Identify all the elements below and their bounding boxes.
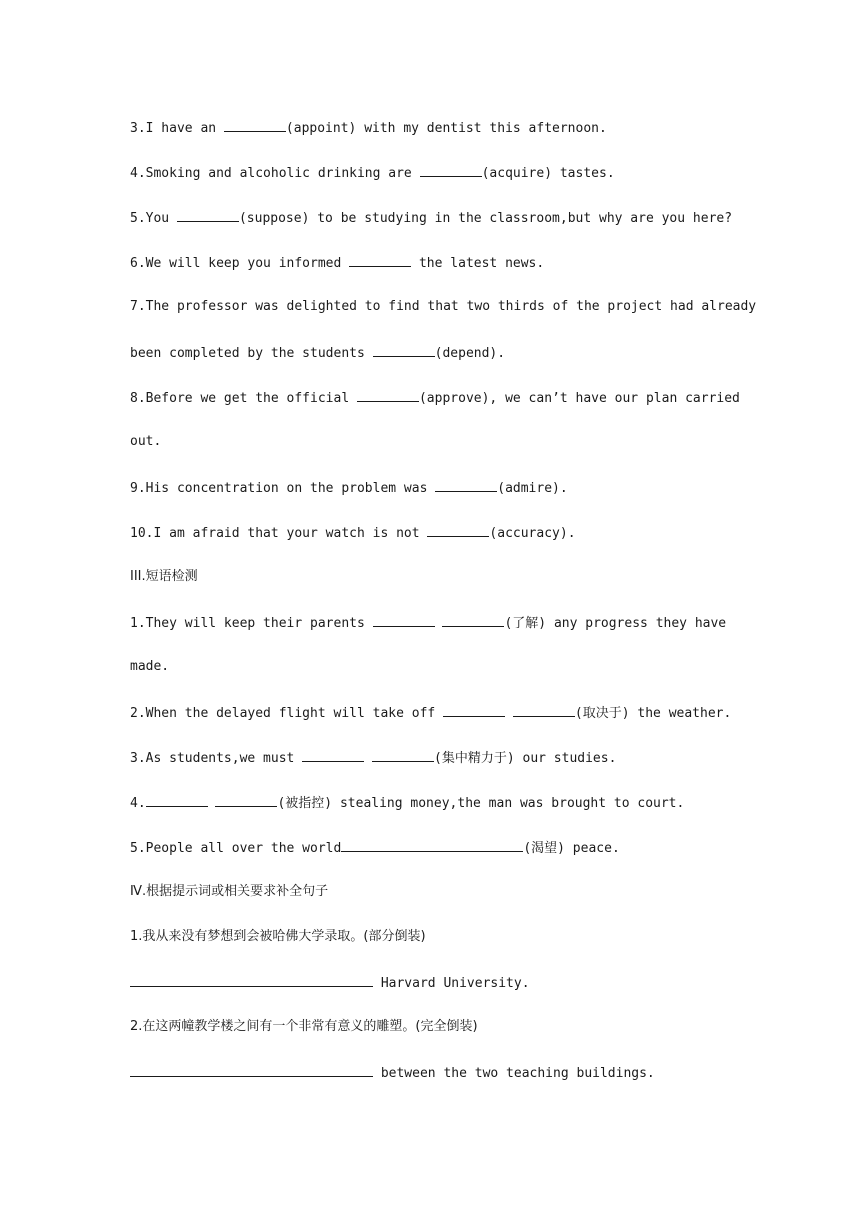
question-10-text-b: (accuracy). bbox=[489, 526, 576, 541]
answer-blank[interactable] bbox=[302, 748, 364, 762]
section-4-heading: Ⅳ.根据提示词或相关要求补全句子 bbox=[130, 884, 329, 899]
spacer bbox=[364, 751, 372, 766]
question-5 bbox=[130, 208, 732, 228]
question-3-text-a: 3.I have an bbox=[130, 121, 224, 136]
spacer bbox=[505, 706, 513, 721]
answer-blank[interactable] bbox=[442, 613, 504, 627]
answer-blank[interactable] bbox=[435, 478, 497, 492]
phrase-question-2-text-c: (取决于) the weather. bbox=[574, 706, 732, 721]
phrase-question-1-text-a: 1.They will keep their parents bbox=[130, 616, 373, 631]
sentence-question-2-prompt: 2.在这两幢教学楼之间有一个非常有意义的雕塑。(完全倒装) bbox=[130, 1019, 478, 1034]
answer-blank[interactable] bbox=[373, 343, 435, 357]
phrase-question-5-text-c: (渴望) peace. bbox=[523, 841, 620, 856]
sentence-question-2-answer bbox=[130, 1063, 655, 1083]
question-6 bbox=[130, 253, 544, 273]
phrase-question-5 bbox=[130, 838, 620, 858]
question-5-text-a: 5.You bbox=[130, 211, 177, 226]
question-3-text-b: (appoint) with my dentist this afternoon. bbox=[285, 121, 607, 136]
question-9 bbox=[130, 478, 568, 498]
sentence-question-1-answer bbox=[130, 973, 530, 993]
question-10 bbox=[130, 523, 576, 543]
sentence-question-1-tail: Harvard University. bbox=[373, 976, 530, 991]
question-8-line-1 bbox=[130, 388, 740, 408]
answer-blank[interactable] bbox=[373, 613, 435, 627]
answer-blank[interactable] bbox=[420, 163, 482, 177]
phrase-question-4-text-c: (被指控) stealing money,the man was brought to court. bbox=[277, 796, 685, 811]
phrase-question-3 bbox=[130, 748, 616, 768]
question-6-text-b: the latest news. bbox=[411, 256, 545, 271]
phrase-question-1-line-1 bbox=[130, 613, 726, 633]
answer-blank[interactable] bbox=[146, 793, 208, 807]
phrase-question-3-text-c: (集中精力于) our studies. bbox=[434, 751, 617, 766]
question-4-text-b: (acquire) tastes. bbox=[481, 166, 615, 181]
answer-blank[interactable] bbox=[177, 208, 239, 222]
question-6-text-a: 6.We will keep you informed bbox=[130, 256, 350, 271]
question-10-text-a: 10.I am afraid that your watch is not bbox=[130, 526, 428, 541]
question-3 bbox=[130, 118, 607, 138]
answer-blank[interactable] bbox=[130, 1063, 373, 1077]
spacer bbox=[208, 796, 216, 811]
answer-blank[interactable] bbox=[130, 973, 373, 987]
question-7-text-a: been completed by the students bbox=[130, 346, 373, 361]
answer-blank[interactable] bbox=[513, 703, 575, 717]
phrase-question-5-text-a: 5.People all over the world bbox=[130, 841, 342, 856]
answer-blank[interactable] bbox=[427, 523, 489, 537]
answer-blank[interactable] bbox=[224, 118, 286, 132]
question-9-text-b: (admire). bbox=[497, 481, 568, 496]
answer-blank[interactable] bbox=[372, 748, 434, 762]
answer-blank[interactable] bbox=[357, 388, 419, 402]
phrase-question-4-text-a: 4. bbox=[130, 796, 146, 811]
sentence-question-2-tail: between the two teaching buildings. bbox=[373, 1066, 655, 1081]
question-8-text-b: (approve), we can’t have our plan carried bbox=[418, 391, 740, 406]
question-7-line-2 bbox=[130, 343, 505, 363]
sentence-question-1-prompt: 1.我从来没有梦想到会被哈佛大学录取。(部分倒装) bbox=[130, 929, 426, 944]
answer-blank[interactable] bbox=[215, 793, 277, 807]
phrase-question-4 bbox=[130, 793, 684, 813]
answer-blank[interactable] bbox=[341, 838, 523, 852]
phrase-question-1-line-2: made. bbox=[130, 659, 170, 674]
question-4-text-a: 4.Smoking and alcoholic drinking are bbox=[130, 166, 420, 181]
question-8-text-a: 8.Before we get the official bbox=[130, 391, 357, 406]
answer-blank[interactable] bbox=[443, 703, 505, 717]
section-3-heading: III.短语检测 bbox=[130, 569, 198, 584]
question-5-text-b: (suppose) to be studying in the classroom,but why are you here? bbox=[238, 211, 733, 226]
phrase-question-2-text-a: 2.When the delayed flight will take off bbox=[130, 706, 444, 721]
spacer bbox=[435, 616, 443, 631]
question-7-text-b: (depend). bbox=[434, 346, 506, 361]
phrase-question-2 bbox=[130, 703, 731, 723]
question-4 bbox=[130, 163, 615, 183]
question-9-text-a: 9.His concentration on the problem was bbox=[130, 481, 436, 496]
phrase-question-1-text-c: (了解) any progress they have bbox=[504, 616, 727, 631]
question-7-line-1: 7.The professor was delighted to find that two thirds of the project had already bbox=[130, 299, 757, 314]
question-8-line-2: out. bbox=[130, 434, 162, 449]
phrase-question-3-text-a: 3.As students,we must bbox=[130, 751, 303, 766]
answer-blank[interactable] bbox=[349, 253, 411, 267]
